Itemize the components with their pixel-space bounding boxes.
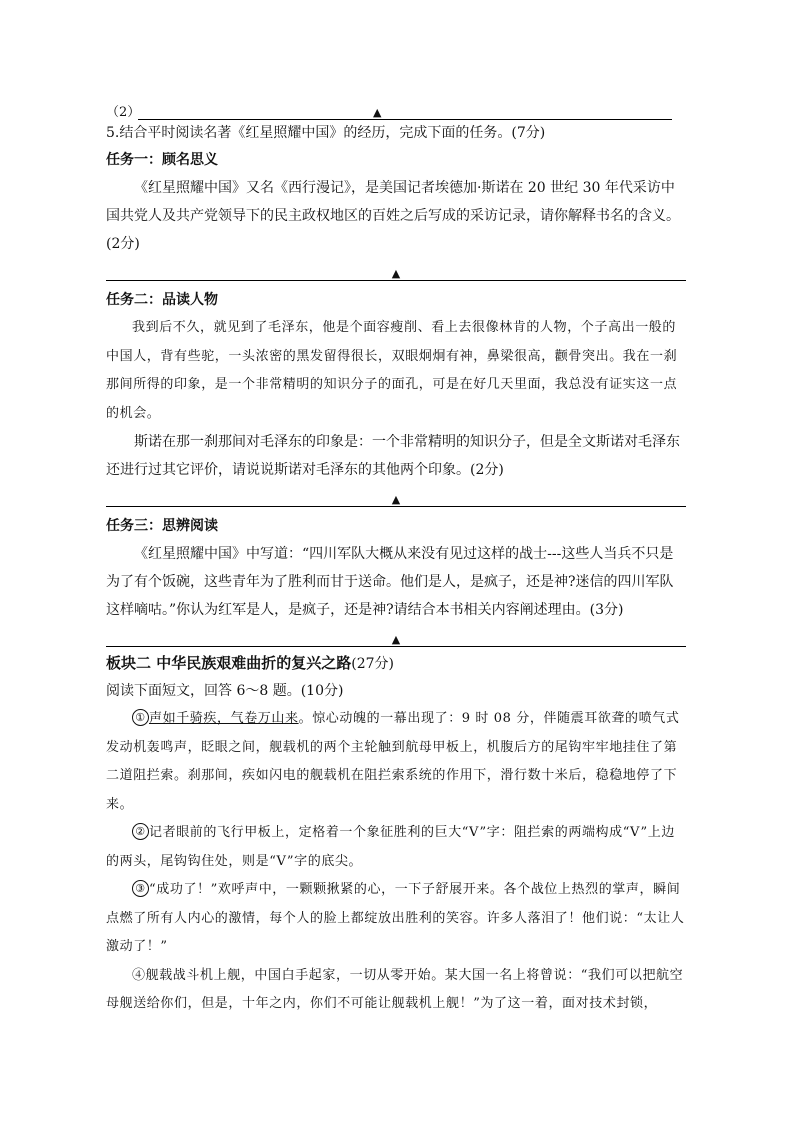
q-prev-answer-row: [106, 98, 686, 120]
paragraph-number: ②: [132, 823, 149, 840]
task2-question: 斯诺在那一刹那间对毛泽东的印象是：一个非常精明的知识分子，但是全文斯诺对毛泽东还进行过其它评价，请说说斯诺对毛泽东的其他两个印象。(2分): [106, 434, 680, 478]
section2-instruction: 阅读下面短文，回答 6～8 题。(10分): [106, 683, 344, 699]
q5-title: 5.结合平时阅读名著《红星照耀中国》的经历，完成下面的任务。(7分): [106, 125, 546, 141]
answer-line[interactable]: [138, 99, 672, 120]
passage-paragraph-3: [106, 876, 686, 962]
task3-heading: 任务三：思辨阅读: [106, 518, 218, 534]
task1-answer-line[interactable]: [106, 258, 686, 281]
task3-text: 《红星照耀中国》中写道：“四川军队大概从来没有见过这样的战士---这些人当兵不只是为了有个饭碗，这些青年为了胜利而甘于送命。他们是人，是疯子，还是神?迷信的四川军队这样嘀咕。”你认为红军是人，是疯子，还是神?请结合本书相关内容阐述理由。(3分): [106, 546, 674, 618]
passage-paragraph-1: [106, 705, 686, 819]
triangle-marker-icon: ▲: [391, 493, 401, 506]
paragraph-text: “成功了！”欢呼声中，一颗颗揪紧的心，一下子舒展开来。各个战位上热烈的掌声，瞬间点燃了所有人内心的激情，每个人的脸上都绽放出胜利的笑容。许多人落泪了！他们说：“太让人激动了！”: [106, 882, 685, 954]
paragraph-text: 。惊心动魄的一幕出现了：9 时 08 分，伴随震耳欲聋的喷气式发动机轰鸣声，眨眼之间，舰载机的两个主轮触到航母甲板上，机腹后方的尾钩牢牢地挂住了第二道阻拦索。刹那间，疾如闪电的舰载机在阻拦索系统的作用下，滑行数十米后，稳稳地停了下来。: [106, 711, 680, 812]
task2-heading: 任务二：品读人物: [106, 292, 218, 308]
paragraph-number-plain: ④: [132, 967, 146, 983]
paragraph-number: ①: [132, 709, 149, 726]
section2-score: (27分): [351, 656, 394, 672]
task2-answer-line[interactable]: [106, 484, 686, 507]
triangle-marker-icon: ▲: [372, 106, 382, 119]
passage-paragraph-4: [106, 962, 686, 1019]
task1-text: 《红星照耀中国》又名《西行漫记》，是美国记者埃德加·斯诺在 20 世纪 30 年代采访中国共党人及共产党领导下的民主政权地区的百姓之后写成的采访记录，请你解释书名的含义。(2分): [106, 180, 680, 252]
section2-title-text: 板块二 中华民族艰难曲折的复兴之路: [106, 654, 352, 672]
triangle-marker-icon: ▲: [391, 267, 401, 280]
q-prev-number: （2）: [106, 105, 141, 120]
section2-title: [106, 649, 686, 678]
triangle-marker-icon: ▲: [391, 633, 401, 646]
paragraph-text: 记者眼前的飞行甲板上，定格着一个象征胜利的巨大“V”字：阻拦索的两端构成“V”上边的两头，尾钩钩住处，则是“V”字的底尖。: [106, 825, 675, 869]
exam-page: [106, 98, 686, 1019]
task3-answer-line[interactable]: [106, 624, 686, 647]
paragraph-number: ③: [132, 880, 149, 897]
task1-heading: 任务一：顾名思义: [106, 152, 218, 168]
passage-paragraph-2: [106, 819, 686, 876]
underlined-phrase: 声如千骑疾，气卷万山来: [149, 711, 299, 726]
paragraph-text: 舰载战斗机上舰，中国白手起家，一切从零开始。某大国一名上将曾说：“我们可以把航空母舰送给你们，但是，十年之内，你们不可能让舰载机上舰！”为了这一着，面对技术封锁，: [106, 967, 684, 1011]
task2-excerpt: 我到后不久，就见到了毛泽东，他是个面容瘦削、看上去很像林肯的人物，个子高出一般的中国人，背有些驼，一头浓密的黑发留得很长，双眼炯炯有神，鼻梁很高，颧骨突出。我在一刹那间所得的印象，是一个非常精明的知识分子的面孔，可是在好几天里面，我总没有证实这一点的机会。: [106, 320, 678, 421]
